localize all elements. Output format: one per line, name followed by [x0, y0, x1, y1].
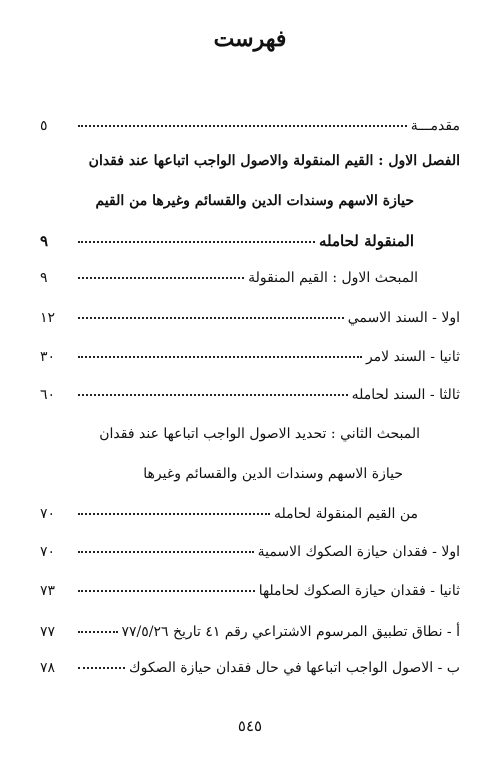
section-heading: حيازة الاسهم وسندات الدين والقسائم وغيرها — [143, 466, 403, 482]
toc-entry-page: ٣٠ — [40, 349, 56, 365]
toc-entry — [40, 270, 418, 286]
toc-entry — [40, 660, 460, 676]
leader-dots — [78, 631, 118, 633]
toc-entry-text: مقدمـــة — [410, 118, 460, 134]
toc-entry-text: ثانيا - فقدان حيازة الصكوك لحاملها — [258, 583, 460, 599]
toc-entry-text: اولا - فقدان حيازة الصكوك الاسمية — [257, 544, 460, 560]
toc-entry-page: ٧٠ — [40, 544, 56, 560]
toc-entry-page: ١٢ — [40, 310, 56, 326]
toc-entry-page: ٩ — [40, 232, 49, 250]
toc-entry-text: ب - الاصول الواجب اتباعها في حال فقدان حيازة الصكوك — [129, 660, 460, 676]
leader-dots — [78, 277, 244, 279]
toc-entry-page: ٦٠ — [40, 387, 56, 403]
toc-entry-text: ثالثا - السند لحامله — [351, 387, 460, 403]
leader-dots — [78, 125, 407, 127]
toc-entry — [40, 118, 460, 134]
toc-entry-page: ٩ — [40, 270, 48, 286]
toc-entry-text: من القيم المنقولة لحامله — [273, 506, 418, 522]
leader-dots — [78, 667, 125, 669]
leader-dots — [78, 317, 344, 319]
toc-entry — [40, 232, 414, 250]
toc-entry-text: المبحث الاول : القيم المنقولة — [248, 270, 418, 286]
toc-entry — [40, 387, 460, 403]
toc-entry-page: ٧٧ — [40, 624, 56, 640]
leader-dots — [78, 394, 348, 396]
toc-entry-text: المنقولة لحامله — [319, 232, 414, 250]
toc-entry — [40, 544, 460, 560]
toc-entry-page: ٧٣ — [40, 583, 56, 599]
section-heading: المبحث الثاني : تحديد الاصول الواجب اتباعها عند فقدان — [99, 426, 420, 442]
toc-entry — [40, 506, 418, 522]
toc-entry — [40, 349, 460, 365]
chapter-heading: الفصل الاول : القيم المنقولة والاصول الواجب اتباعها عند فقدان — [88, 153, 460, 169]
toc-entry — [40, 310, 460, 326]
leader-dots — [78, 590, 255, 592]
leader-dots — [78, 551, 254, 553]
toc-entry-text: ثانيا - السند لامر — [365, 349, 460, 365]
leader-dots — [78, 241, 315, 243]
toc-entry-page: ٥ — [40, 118, 48, 134]
toc-entry-page: ٧٨ — [40, 660, 56, 676]
toc-entry-page: ٧٠ — [40, 506, 56, 522]
toc-entry — [40, 624, 460, 640]
chapter-heading: حيازة الاسهم وسندات الدين والقسائم وغيرها من القيم — [95, 193, 414, 209]
leader-dots — [78, 356, 362, 358]
toc-entry — [40, 583, 460, 599]
page-title: فهرست — [213, 26, 287, 52]
leader-dots — [78, 513, 270, 515]
toc-entry-text: أ - نطاق تطبيق المرسوم الاشتراعي رقم ٤١ تاريخ ٧٧/٥/٢٦ — [121, 624, 460, 640]
page-number: ٥٤٥ — [237, 717, 263, 735]
toc-entry-text: اولا - السند الاسمي — [347, 310, 460, 326]
